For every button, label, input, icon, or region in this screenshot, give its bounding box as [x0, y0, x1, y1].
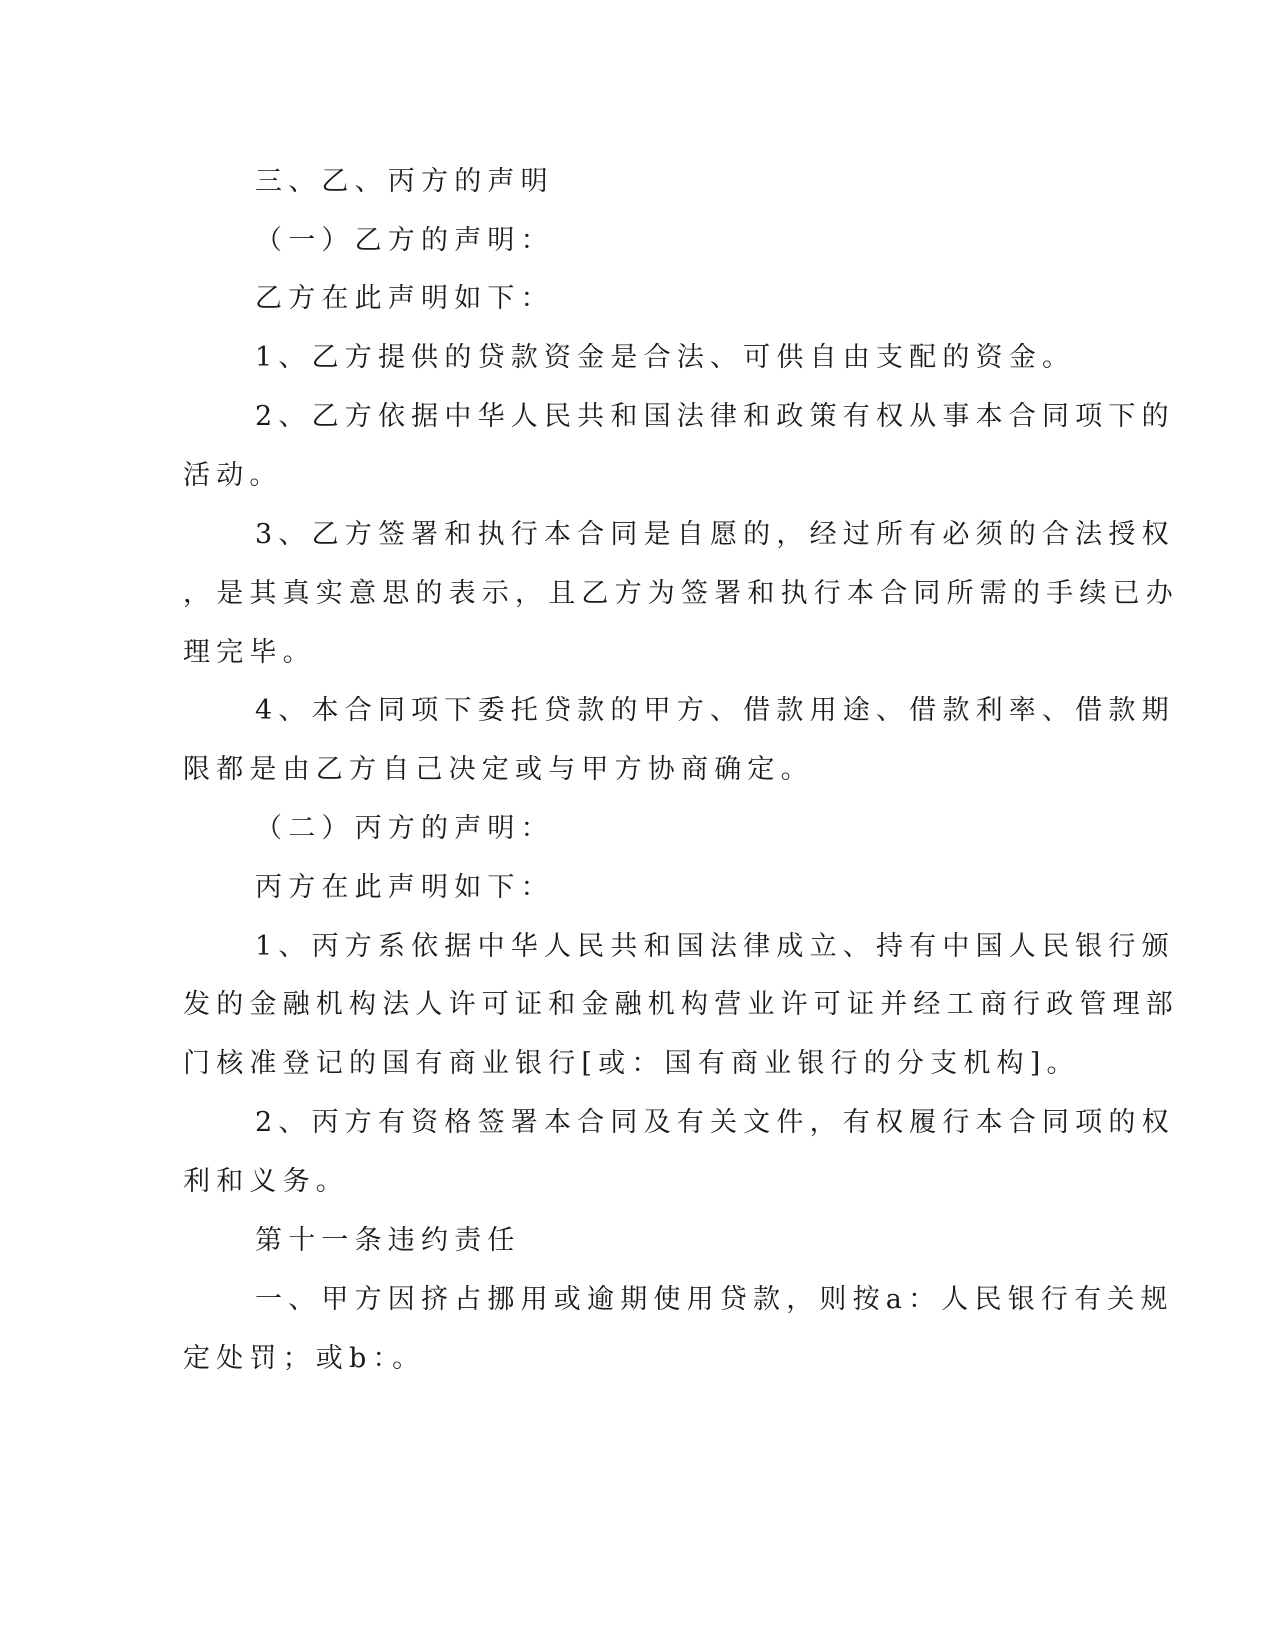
paragraph-line: 门核准登记的国有商业银行[或：国有商业银行的分支机构]。 [183, 1048, 1080, 1079]
paragraph-line: 发的金融机构法人许可证和金融机构营业许可证并经工商行政管理部 [183, 989, 1179, 1020]
subsection-heading: （一）乙方的声明： [255, 225, 554, 256]
section-heading: 三、乙、丙方的声明 [255, 166, 554, 197]
article-heading: 第十一条违约责任 [255, 1225, 521, 1256]
paragraph-line: 3、乙方签署和执行本合同是自愿的，经过所有必须的合法授权 [255, 519, 1175, 550]
paragraph-line: 4、本合同项下委托贷款的甲方、借款用途、借款利率、借款期 [255, 695, 1175, 726]
paragraph-line: ，是其真实意思的表示，且乙方为签署和执行本合同所需的手续已办 [183, 578, 1179, 609]
subsection-heading: （二）丙方的声明： [255, 813, 554, 844]
paragraph-line: 1、乙方提供的贷款资金是合法、可供自由支配的资金。 [255, 342, 1076, 373]
paragraph-line: 2、乙方依据中华人民共和国法律和政策有权从事本合同项下的 [255, 401, 1175, 432]
paragraph-line: 利和义务。 [183, 1166, 349, 1197]
paragraph-line: 定处罚；或b：。 [183, 1343, 426, 1374]
paragraph-line: 理完毕。 [183, 637, 316, 668]
paragraph-line: 限都是由乙方自己决定或与甲方协商确定。 [183, 754, 814, 785]
paragraph-line: 活动。 [183, 460, 283, 491]
paragraph-line: 1、丙方系依据中华人民共和国法律成立、持有中国人民银行颁 [255, 931, 1175, 962]
paragraph-line: 一、甲方因挤占挪用或逾期使用贷款，则按a：人民银行有关规 [255, 1284, 1174, 1315]
paragraph-line: 丙方在此声明如下： [255, 872, 554, 903]
paragraph-line: 乙方在此声明如下： [255, 283, 554, 314]
paragraph-line: 2、丙方有资格签署本合同及有关文件，有权履行本合同项的权 [255, 1107, 1175, 1138]
